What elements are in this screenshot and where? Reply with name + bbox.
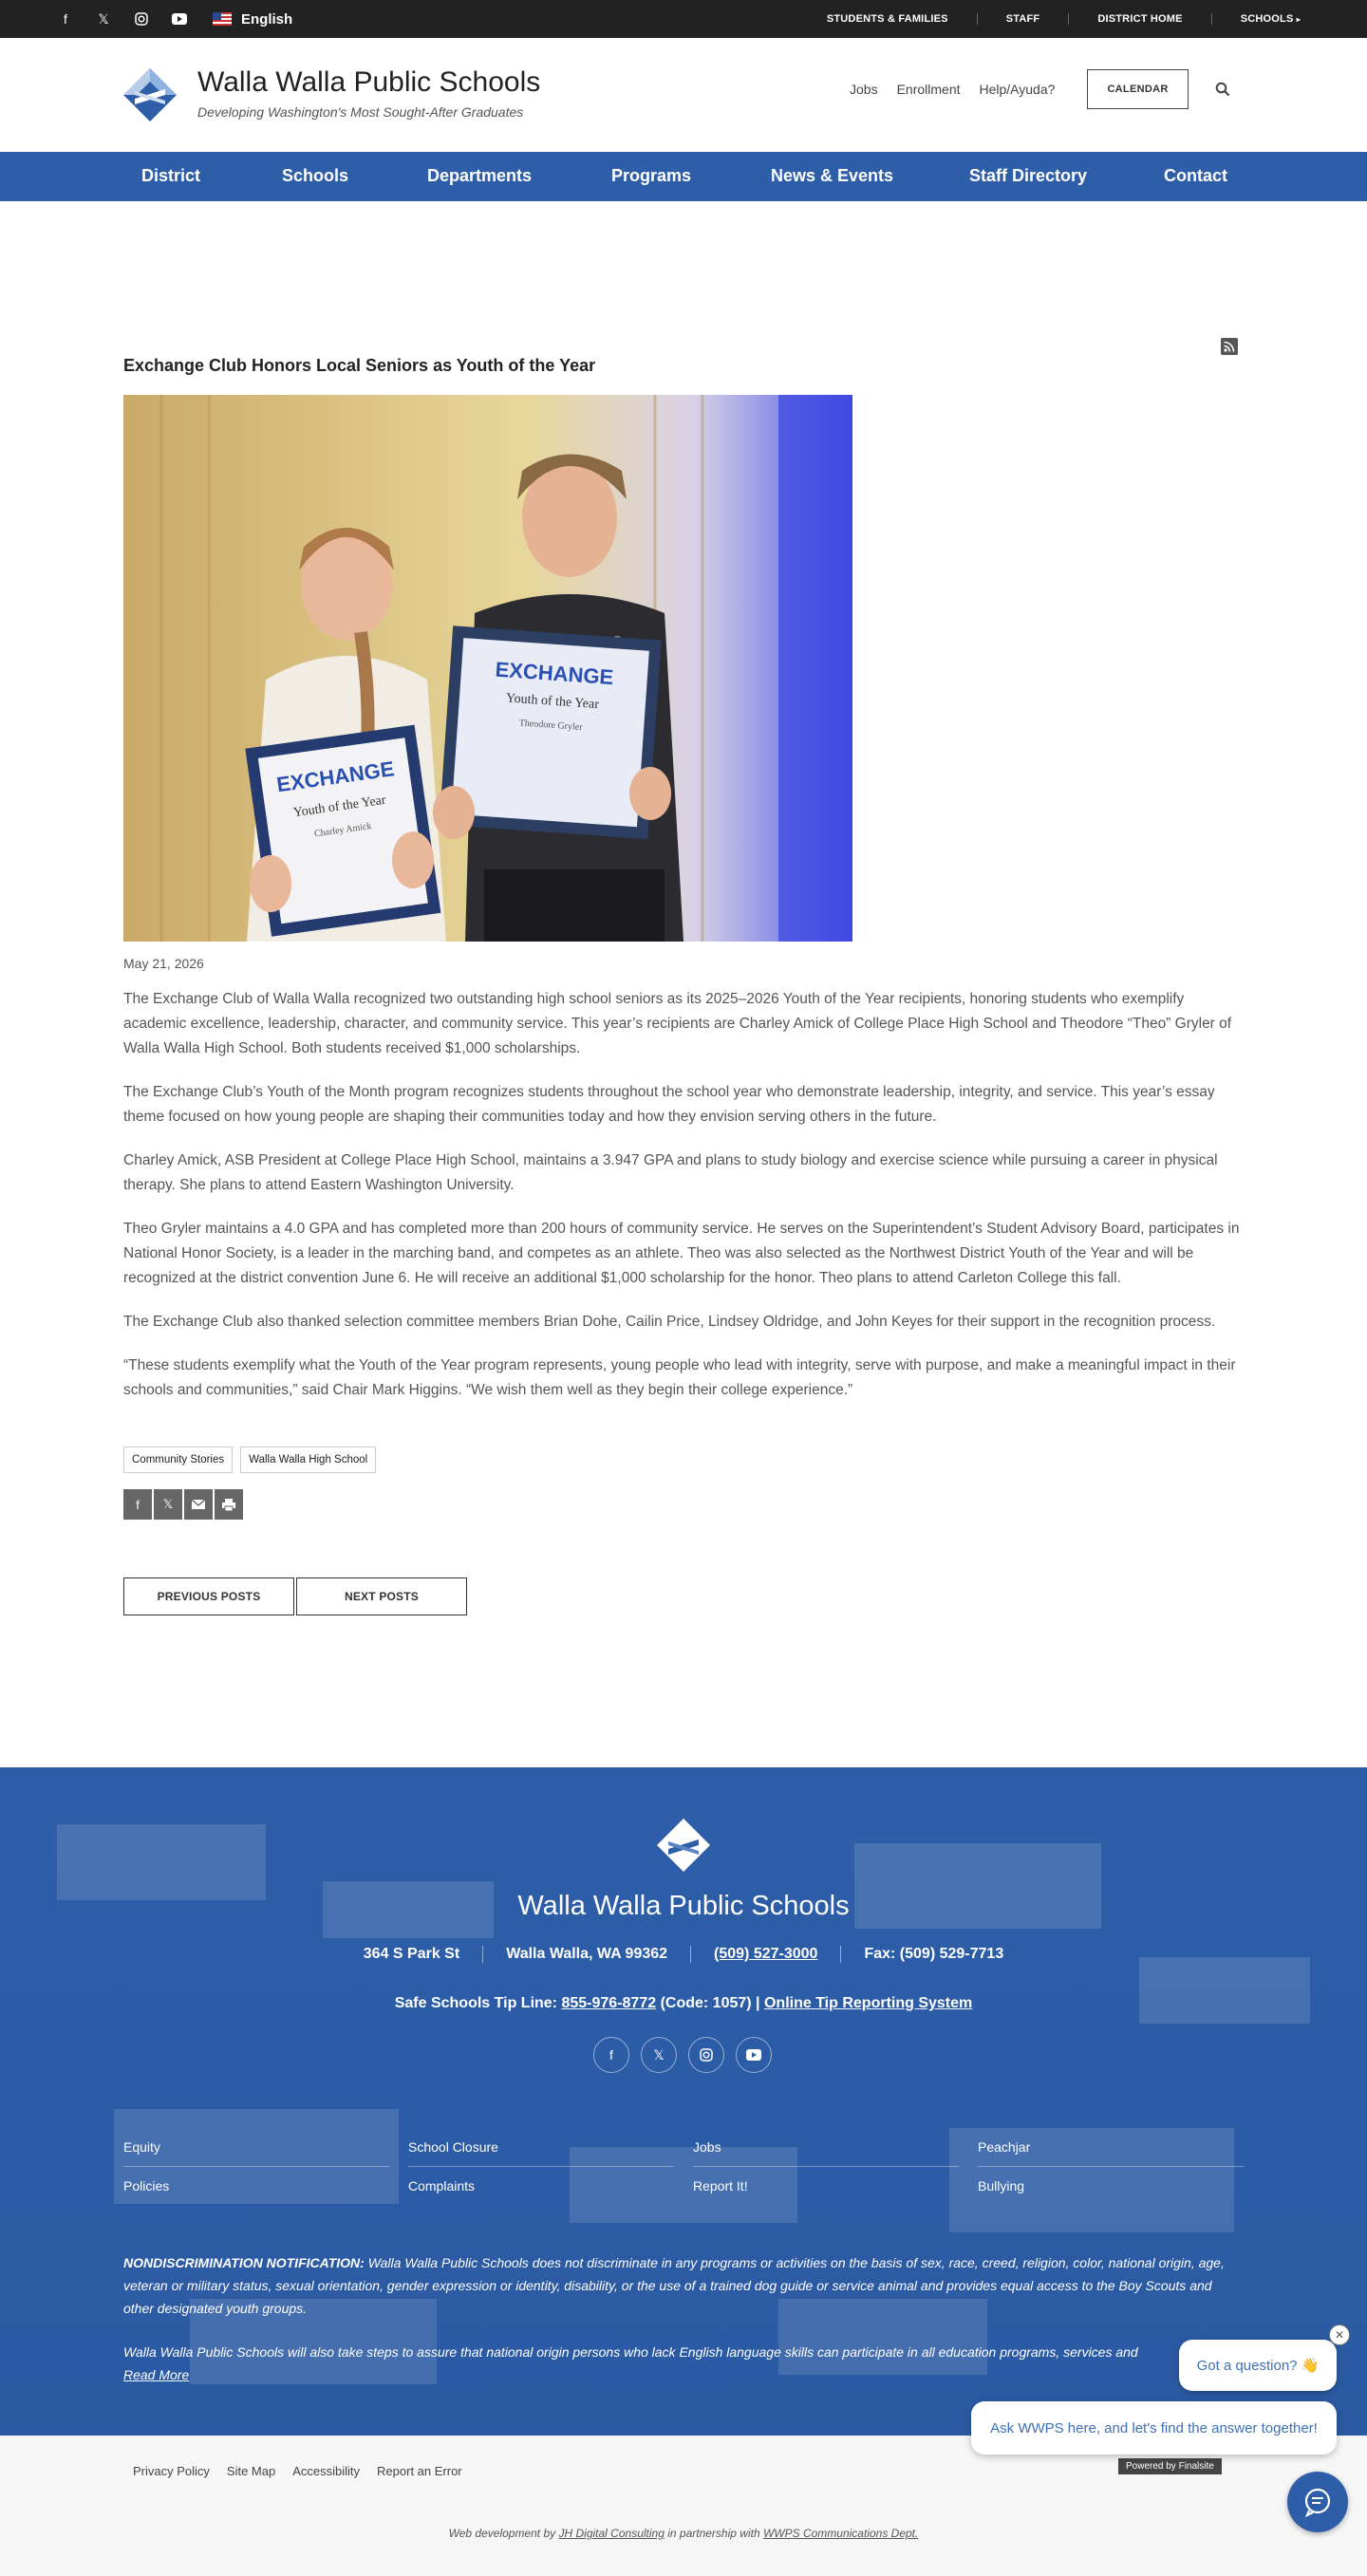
- article-photo: [123, 395, 852, 942]
- nondisc-text-2: Walla Walla Public Schools will also take steps to assure that national origin persons who lack English language skills can participate in all education programs, services and: [123, 2344, 1138, 2360]
- nav-contact[interactable]: Contact: [1164, 166, 1227, 185]
- powered-by-label: Powered by Finalsite: [1126, 2461, 1214, 2472]
- right-cert-logo: EXCHANGE: [494, 657, 615, 690]
- nondisc-label: NONDISCRIMINATION NOTIFICATION:: [123, 2255, 365, 2270]
- next-posts-button[interactable]: NEXT POSTS: [296, 1577, 467, 1615]
- footer-city: Walla Walla, WA 99362: [482, 1946, 690, 1963]
- footer-link-school-closure[interactable]: School Closure: [408, 2128, 674, 2167]
- top-link-schools[interactable]: [1211, 13, 1329, 25]
- footer-link-jobs[interactable]: Jobs: [693, 2128, 959, 2167]
- read-more-link[interactable]: Read More: [123, 2367, 190, 2382]
- nav-programs[interactable]: Programs: [611, 166, 692, 185]
- bottom-bar: [0, 2436, 1367, 2576]
- rss-icon[interactable]: [1221, 338, 1238, 355]
- chat-bubble-icon: [1301, 2486, 1334, 2518]
- bottom-links: [133, 2464, 462, 2478]
- nav-staff-directory[interactable]: Staff Directory: [969, 166, 1088, 185]
- header-links: [850, 82, 1055, 97]
- article-tags: [123, 1447, 376, 1473]
- footer-title: Walla Walla Public Schools: [517, 1891, 850, 1921]
- caret-right-icon: ▸: [1296, 15, 1301, 24]
- bottom-link-site-map[interactable]: Site Map: [226, 2464, 276, 2478]
- print-icon[interactable]: [215, 1489, 243, 1520]
- site-footer: [0, 1767, 1367, 2436]
- left-cert-logo: EXCHANGE: [274, 756, 396, 797]
- facebook-icon[interactable]: f: [64, 11, 67, 27]
- footer-phone[interactable]: (509) 527-3000: [690, 1946, 840, 1963]
- article-body: [123, 987, 1244, 1422]
- header-link-enrollment[interactable]: Enrollment: [896, 82, 961, 97]
- footer-link-equity[interactable]: Equity: [123, 2128, 389, 2167]
- credit-link-jh[interactable]: JH Digital Consulting: [558, 2527, 665, 2540]
- header-link-jobs[interactable]: Jobs: [850, 82, 878, 97]
- nav-district[interactable]: District: [141, 166, 201, 185]
- chat-launcher-button[interactable]: [1287, 2472, 1348, 2532]
- credit-prefix: Web development by: [448, 2527, 556, 2540]
- instagram-icon[interactable]: [133, 10, 150, 28]
- x-icon[interactable]: 𝕏: [98, 10, 109, 27]
- left-cert-name: Charley Amick: [313, 821, 373, 840]
- footer-link-complaints[interactable]: Complaints: [408, 2178, 476, 2193]
- email-icon[interactable]: [184, 1489, 213, 1520]
- bottom-link-report-error[interactable]: Report an Error: [377, 2464, 462, 2478]
- article-paragraph: The Exchange Club of Walla Walla recognized two outstanding high school seniors as its 2025–2026 Youth of the Year recipients, honoring students who exemplify academic excellence, leadership, character, and community service. This year’s recipients are Charley Amick of College Place High School and Theodore “Theo” Gryler of Walla Walla High School. Both students received $1,000 scholarships.: [123, 991, 1232, 1056]
- instagram-icon[interactable]: [688, 2037, 724, 2073]
- tip-reporting-link[interactable]: Online Tip Reporting System: [763, 1995, 973, 2011]
- chat-question-bubble[interactable]: Got a question? 👋: [1179, 2340, 1337, 2391]
- x-icon[interactable]: 𝕏: [154, 1489, 182, 1520]
- footer-fax: Fax: (509) 529-7713: [840, 1946, 1026, 1963]
- close-icon[interactable]: ✕: [1329, 2324, 1350, 2345]
- tip-line-code: (Code: 1057) |: [660, 1995, 760, 2011]
- bottom-link-privacy[interactable]: Privacy Policy: [133, 2464, 210, 2478]
- left-cert-line: Youth of the Year: [292, 793, 387, 821]
- article-paragraph: Theo Gryler maintains a 4.0 GPA and has completed more than 200 hours of community service. He serves on the Superintendent’s Student Advisory Board, participates in National Honor Society, is a leader in the marching band, and competes as an athlete. Theo was also selected as the Northwest District Youth of the Year and will be recognized at the district convention June 6. He will receive an additional $1,000 scholarship for the honor. Theo plans to attend Carleton College this fall.: [123, 1221, 1240, 1286]
- nondiscrimination-notice: [123, 2251, 1244, 2407]
- nav-schools[interactable]: Schools: [282, 166, 349, 185]
- top-links: [798, 0, 1329, 38]
- article-paragraph: Charley Amick, ASB President at College Place High School, maintains a 3.947 GPA and plans to study biology and exercise science while pursuing a career in physical therapy. She plans to attend Eastern Washington University.: [123, 1152, 1218, 1193]
- footer-link-report-it[interactable]: Report It!: [693, 2178, 748, 2193]
- article-paragraph: The Exchange Club’s Youth of the Month program recognizes students throughout the school year who demonstrate leadership, integrity, and service. This year’s essay theme focused on how young people are shaping their communities today and how they envision serving others in the future.: [123, 1084, 1215, 1125]
- footer-social-links: [593, 2037, 772, 2073]
- nondisc-text: Walla Walla Public Schools does not discriminate in any programs or activities on the basis of sex, race, creed, religion, color, national origin, age, veteran or military status, sexual orientation, gender expression or identity, disability, or the use of a trained dog guide or service animal and provides equal access to the Boy Scouts and other designated youth groups.: [123, 2255, 1225, 2316]
- header-link-help[interactable]: Help/Ayuda?: [979, 82, 1056, 97]
- site-header: [0, 38, 1367, 152]
- article-paragraph: “These students exemplify what the Youth of the Year program represents, young people who lead with integrity, serve with purpose, and make a meaningful impact in their schools and communities,” said Chair Mark Higgins. “We wish them well as they begin their college experience.”: [123, 1357, 1236, 1398]
- footer-link-bullying[interactable]: Bullying: [978, 2178, 1025, 2193]
- search-icon[interactable]: [1215, 82, 1230, 97]
- tag-community-stories[interactable]: Community Stories: [123, 1447, 233, 1473]
- footer-link-policies[interactable]: Policies: [123, 2178, 170, 2193]
- site-title[interactable]: Walla Walla Public Schools: [197, 66, 541, 98]
- chat-prompt-bubble[interactable]: Ask WWPS here, and let's find the answer together!: [971, 2401, 1337, 2455]
- top-link-schools-label: SCHOOLS: [1240, 13, 1294, 25]
- bottom-link-accessibility[interactable]: Accessibility: [292, 2464, 361, 2478]
- footer-links: [123, 2128, 1244, 2205]
- footer-link-peachjar[interactable]: Peachjar: [978, 2128, 1244, 2167]
- footer-address: 364 S Park St: [363, 1946, 460, 1962]
- x-icon[interactable]: 𝕏: [641, 2037, 677, 2073]
- web-credit: [0, 2527, 1367, 2540]
- right-cert-line: Youth of the Year: [505, 691, 600, 713]
- previous-posts-button[interactable]: PREVIOUS POSTS: [123, 1577, 294, 1615]
- footer-logo: [655, 1817, 712, 1874]
- language-label: English: [241, 10, 293, 28]
- us-flag-icon: [213, 12, 232, 26]
- main-nav: [0, 152, 1367, 201]
- tip-line-phone[interactable]: 855-976-8772: [561, 1995, 657, 2011]
- site-tagline: Developing Washington's Most Sought-After Graduates: [197, 104, 524, 120]
- credit-link-wwps[interactable]: WWPS Communications Dept.: [762, 2527, 919, 2540]
- tip-line-label: Safe Schools Tip Line:: [394, 1995, 558, 2011]
- top-link-district-home[interactable]: DISTRICT HOME: [1068, 13, 1210, 25]
- youtube-icon[interactable]: [736, 2037, 772, 2073]
- article-date: May 21, 2026: [123, 956, 204, 971]
- tag-walla-walla-high-school[interactable]: Walla Walla High School: [240, 1447, 376, 1473]
- utility-bar: [0, 0, 1367, 38]
- right-cert-name: Theodore Gryler: [518, 718, 583, 734]
- share-buttons: [123, 1489, 243, 1520]
- footer-contact-row: [0, 1946, 1367, 1963]
- youtube-icon[interactable]: [171, 10, 188, 28]
- district-logo[interactable]: [122, 66, 178, 123]
- nav-news-events[interactable]: News & Events: [771, 166, 894, 185]
- article-title: Exchange Club Honors Local Seniors as Youth of the Year: [123, 356, 596, 375]
- facebook-icon[interactable]: f: [123, 1489, 152, 1520]
- powered-by-badge[interactable]: [1118, 2458, 1222, 2474]
- nav-departments[interactable]: Departments: [427, 166, 533, 185]
- top-link-students-families[interactable]: STUDENTS & FAMILIES: [826, 13, 948, 25]
- tip-line: [0, 1995, 1367, 2012]
- article-paragraph: The Exchange Club also thanked selection committee members Brian Dohe, Cailin Price, Lindsey Oldridge, and John Keyes for their support in the recognition process.: [123, 1314, 1216, 1330]
- top-social-links: [57, 10, 188, 28]
- facebook-icon[interactable]: f: [593, 2037, 629, 2073]
- calendar-button[interactable]: CALENDAR: [1087, 69, 1189, 109]
- post-pager: [123, 1577, 467, 1615]
- language-selector[interactable]: [213, 11, 292, 28]
- top-link-staff[interactable]: STAFF: [977, 13, 1069, 25]
- credit-mid: in partnership with: [667, 2527, 760, 2540]
